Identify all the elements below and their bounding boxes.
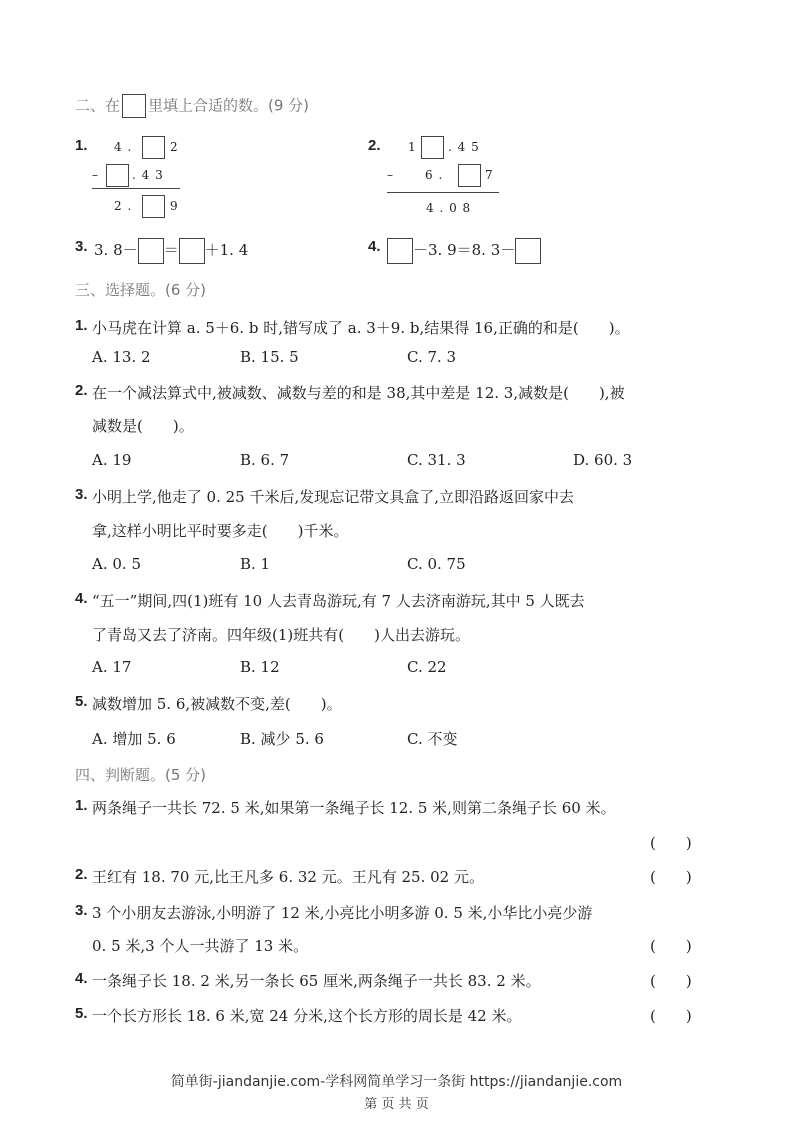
problem-2-number: 2. (368, 137, 381, 154)
p3-part-c: ＋1. 4 (204, 241, 249, 259)
s4-q1-text: 两条绳子一共长 72. 5 米,如果第一条绳子长 12. 5 米,则第二条绳子长 60 米。 (92, 799, 616, 817)
s3-q1-option-a[interactable]: A. 13. 2 (92, 348, 151, 366)
s3-q4-line-1: “五一”期间,四(1)班有 10 人去青岛游玩,有 7 人去济南游玩,其中 5 人既去 (92, 592, 585, 610)
p3-equals: ＝ (163, 241, 179, 259)
s3-q4-option-b[interactable]: B. 12 (240, 658, 280, 676)
s4-q4-text: 一条绳子长 18. 2 米,另一条长 65 厘米,两条绳子一共长 83. 2 米。 (92, 972, 541, 990)
p1-r3-left: 2 . (114, 199, 133, 213)
p1-r1-right: 2 (170, 140, 179, 154)
p4-part-a: －3. 9＝8. 3－ (413, 241, 516, 259)
p1-r3-right: 9 (170, 199, 179, 213)
s3-q2-number: 2. (75, 382, 88, 399)
s3-q2-option-b[interactable]: B. 6. 7 (240, 451, 290, 469)
s4-q3-answer-paren[interactable]: ( ) (650, 937, 692, 955)
p2-r1-right: . 4 5 (448, 140, 480, 154)
p2-r3: 4 . 0 8 (426, 201, 472, 215)
s3-q5-option-a[interactable]: A. 增加 5. 6 (92, 730, 176, 748)
p1-r2-right: . 4 3 (132, 168, 164, 182)
s3-q4-number: 4. (75, 590, 88, 607)
p1-blank-3[interactable] (142, 195, 165, 218)
p3-blank-2[interactable] (179, 238, 205, 264)
s3-q4-line-2: 了青岛又去了济南。四年级(1)班共有( )人出去游玩。 (92, 626, 470, 644)
s3-q1-number: 1. (75, 317, 88, 334)
p1-blank-1[interactable] (142, 136, 165, 159)
s3-q2-line-2: 减数是( )。 (92, 417, 194, 435)
problem-3-number: 3. (75, 238, 88, 255)
s3-q2-option-a[interactable]: A. 19 (92, 451, 132, 469)
footer-page: 第 页 共 页 (364, 1097, 429, 1112)
p1-blank-2[interactable] (106, 164, 129, 187)
problem-4-number: 4. (368, 238, 381, 255)
s3-q3-option-b[interactable]: B. 1 (240, 555, 271, 573)
s4-q5-number: 5. (75, 1005, 88, 1022)
s3-q4-option-c[interactable]: C. 22 (407, 658, 447, 676)
s3-q2-option-c[interactable]: C. 31. 3 (407, 451, 466, 469)
s3-q5-text: 减数增加 5. 6,被减数不变,差( )。 (92, 695, 342, 713)
p2-r1-left: 1 (408, 140, 417, 154)
section-2-title-pre: 二、在 (75, 96, 121, 115)
s3-q1-option-c[interactable]: C. 7. 3 (407, 348, 457, 366)
section-2-title (75, 94, 309, 118)
p2-minus: – (387, 168, 394, 182)
p4-blank-1[interactable] (387, 238, 413, 264)
p1-line (92, 188, 180, 189)
problem-1-number: 1. (75, 137, 88, 154)
p3-blank-1[interactable] (138, 238, 164, 264)
s4-q3-number: 3. (75, 902, 88, 919)
s4-q2-answer-paren[interactable]: ( ) (650, 868, 692, 886)
blank-box-sample (122, 94, 146, 118)
s3-q3-option-a[interactable]: A. 0. 5 (92, 555, 141, 573)
p2-blank-1[interactable] (421, 136, 444, 159)
s4-q2-text: 王红有 18. 70 元,比王凡多 6. 32 元。王凡有 25. 02 元。 (92, 868, 484, 886)
s4-q5-answer-paren[interactable]: ( ) (650, 1007, 692, 1025)
s3-q5-option-c[interactable]: C. 不变 (407, 730, 458, 748)
s4-q1-answer-paren[interactable]: ( ) (650, 834, 692, 852)
p1-minus: – (92, 168, 99, 182)
s3-q3-line-1: 小明上学,他走了 0. 25 千米后,发现忘记带文具盒了,立即沿路返回家中去 (92, 488, 575, 506)
s4-q5-text: 一个长方形长 18. 6 米,宽 24 分米,这个长方形的周长是 42 米。 (92, 1007, 522, 1025)
s3-q1-text: 小马虎在计算 a. 5＋6. b 时,错写成了 a. 3＋9. b,结果得 16,正确的和是( )。 (92, 319, 630, 337)
s3-q5-option-b[interactable]: B. 减少 5. 6 (240, 730, 324, 748)
p3-expression (94, 238, 248, 264)
section-4-title: 四、判断题。(5 分) (75, 766, 207, 784)
s3-q2-option-d[interactable]: D. 60. 3 (573, 451, 633, 469)
s3-q3-number: 3. (75, 486, 88, 503)
s3-q4-option-a[interactable]: A. 17 (92, 658, 132, 676)
s4-q3-line-2: 0. 5 米,3 个人一共游了 13 米。 (92, 937, 309, 955)
s4-q4-answer-paren[interactable]: ( ) (650, 972, 692, 990)
s3-q3-line-2: 拿,这样小明比平时要多走( )千米。 (92, 522, 349, 540)
section-2-title-post: 里填上合适的数。(9 分) (148, 96, 310, 115)
s3-q1-option-b[interactable]: B. 15. 5 (240, 348, 299, 366)
p4-expression (387, 238, 541, 264)
s3-q3-option-c[interactable]: C. 0. 75 (407, 555, 466, 573)
p4-blank-2[interactable] (515, 238, 541, 264)
section-3-title: 三、选择题。(6 分) (75, 281, 207, 299)
p3-part-a: 3. 8－ (94, 241, 138, 259)
s4-q2-number: 2. (75, 866, 88, 883)
p2-r2-right: 7 (485, 168, 494, 182)
footer-site: 简单街-jiandanjie.com-学科网简单学习一条街 https://jiandanjie.com (170, 1074, 623, 1090)
p2-r2-mid: 6 . (425, 168, 444, 182)
s4-q4-number: 4. (75, 970, 88, 987)
p2-blank-2[interactable] (458, 164, 481, 187)
problem-1-row-1 (114, 140, 132, 154)
s3-q2-line-1: 在一个减法算式中,被减数、减数与差的和是 38,其中差是 12. 3,减数是( ),被 (92, 384, 625, 402)
p2-line (387, 192, 499, 193)
s4-q1-number: 1. (75, 797, 88, 814)
s3-q5-number: 5. (75, 693, 88, 710)
p1-r1-left: 4 . (114, 140, 133, 154)
s4-q3-line-1: 3 个小朋友去游泳,小明游了 12 米,小亮比小明多游 0. 5 米,小华比小亮少游 (92, 904, 593, 922)
